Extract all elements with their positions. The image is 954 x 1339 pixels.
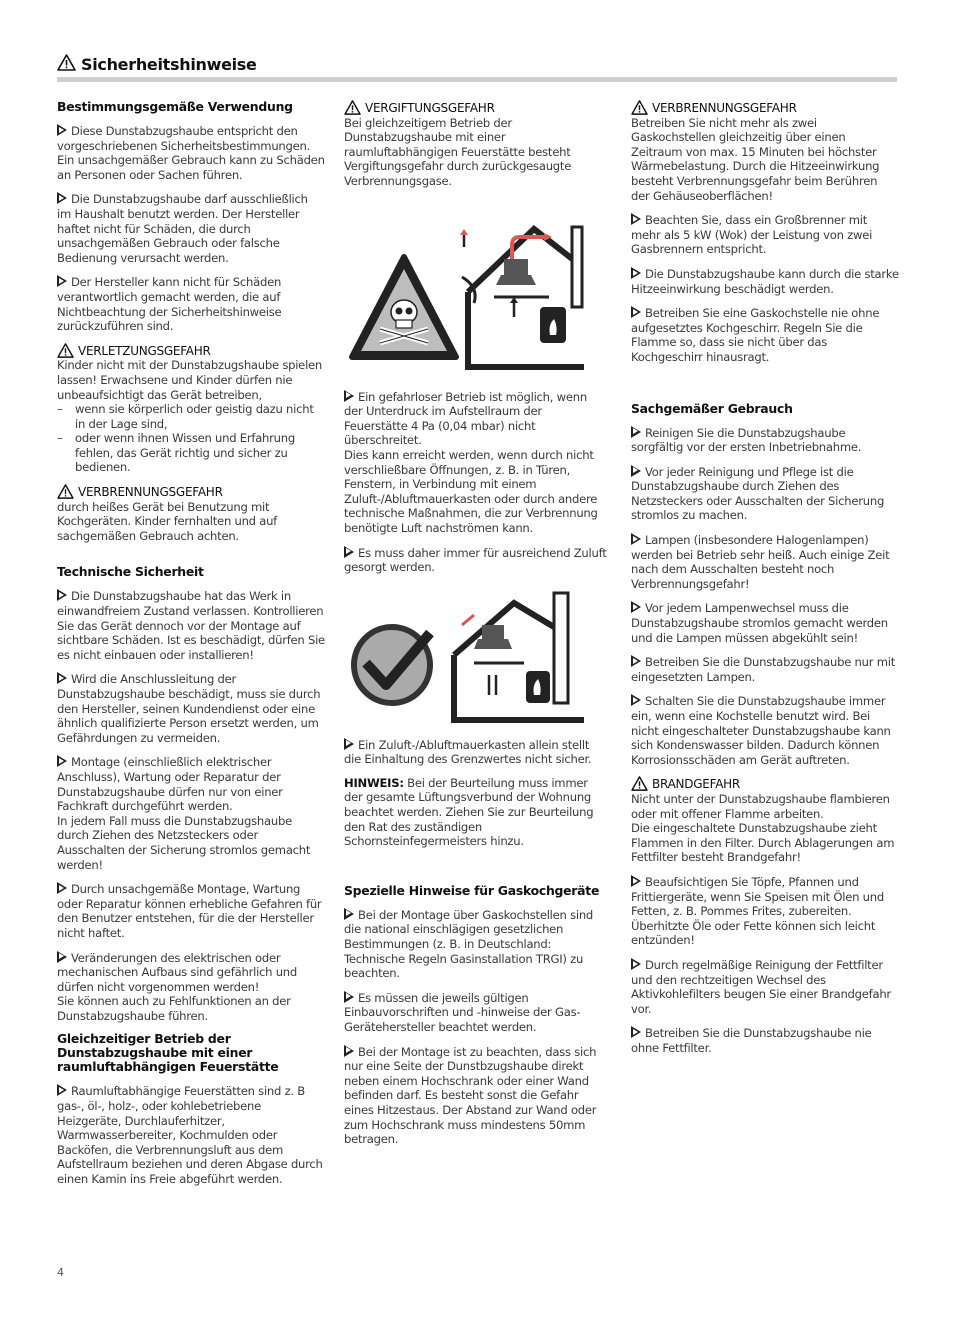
- bullet-triangle-icon: [631, 875, 641, 887]
- paragraph: Die Dunstabzugshaube kann durch die starke Hitzeeinwirkung beschädigt werden.: [631, 266, 899, 296]
- warning-title: BRANDGEFAHR: [631, 776, 899, 792]
- bullet-triangle-icon: [344, 908, 354, 920]
- note-label: HINWEIS:: [344, 775, 404, 790]
- list-item: – wenn sie körperlich oder geistig dazu nicht in der Lage sind,: [57, 402, 314, 431]
- paragraph: Bei der Montage über Gaskochstellen sind die national einschlägigen gesetzlichen Bestimmungen (z. B. in Deutschland: Technische Regeln Gasinstallation TRGI) zu beachten.: [344, 907, 594, 981]
- warning-block-verbrennung: [57, 484, 325, 543]
- safe-operation-illustration: [344, 585, 584, 725]
- warning-title: VERBRENNUNGSGEFAHR: [631, 100, 899, 116]
- note-paragraph: HINWEIS: Bei der Beurteilung muss immer der gesamte Lüftungsverbund der Wohnung beachtet werden. Ziehen Sie zur Beurteilung den Rat des zuständigen Schornsteinfegermeisters hinzu.: [344, 775, 594, 849]
- warning-title: VERGIFTUNGSGEFAHR: [344, 100, 608, 116]
- bullet-triangle-icon: [344, 991, 354, 1003]
- bullet-triangle-icon: [631, 267, 641, 279]
- bullet-triangle-icon: [344, 1045, 354, 1057]
- paragraph: Betreiben Sie die Dunstabzugshaube nie ohne Fettfilter.: [631, 1026, 872, 1055]
- skull-warning-sign-icon: [352, 257, 456, 357]
- column-3: [631, 100, 899, 1064]
- bullet-triangle-icon: [57, 882, 67, 894]
- heading-gaskochgeraete: Spezielle Hinweise für Gaskochgeräte: [344, 882, 600, 898]
- heading-technische-sicherheit: Technische Sicherheit: [57, 564, 204, 580]
- paragraph: Der Hersteller kann nicht für Schäden verantwortlich gemacht werden, die auf Nichtbeachtung der Sicherheitshinweise zurückzuführen sind.: [57, 275, 282, 334]
- paragraph: Bei der Montage ist zu beachten, dass sich nur eine Seite der Dunstbzugshaube direkt neben einem Hochschrank oder einer Wand befinden darf. Es besteht sonst die Gefahr eines Hitzestaus. Der Abstand zur Wand oder zum Hochschrank muss mindestens 50mm betragen.: [344, 1044, 597, 1147]
- column-2: [344, 100, 608, 1156]
- bullet-triangle-icon: [344, 546, 354, 558]
- paragraph: Durch unsachgemäße Montage, Wartung oder Reparatur können erhebliche Gefahren für den Benutzer entstehen, für die der Hersteller nicht haftet.: [57, 882, 322, 940]
- list-item: – oder wenn ihnen Wissen und Erfahrung fehlen, das Gerät richtig und sicher zu bedienen.: [57, 431, 295, 475]
- paragraph: Die Dunstabzugshaube darf ausschließlich im Haushalt benutzt werden. Der Hersteller haftet nicht für Schäden, die durch unsachgemäßen Gebrauch oder falsche Bedienung verursacht werden.: [57, 192, 308, 265]
- paragraph: Raumluftabhängige Feuerstätten sind z. B gas-, öl-, holz-, oder kohlebetriebene Heizgeräte, Durchlauferhitzer, Warmwasserbereiter, Kochmulden oder Backöfen, die Verbrennungsluft aus dem Aufstellraum beziehen und deren Abgase durch einen Kamin ins Freie abgeführt werden.: [57, 1084, 323, 1187]
- paragraph: Lampen (insbesondere Halogenlampen) werden bei Betrieb sehr heiß. Auch einige Zeit nach dem Ausschalten besteht noch Verbrennungsgefahr!: [631, 533, 890, 591]
- warning-icon: [631, 100, 648, 115]
- bullet-triangle-icon: [57, 672, 67, 684]
- house-ventilation-diagram-icon: [454, 593, 584, 720]
- paragraph: Beachten Sie, dass ein Großbrenner mit mehr als 5 kW (Wok) der Leistung von zwei Gasbrennern entspricht.: [631, 213, 873, 257]
- paragraph: Ein Zuluft-/Abluftmauerkasten allein stellt die Einhaltung des Grenzwertes nicht sicher.: [344, 737, 592, 767]
- column-1: [57, 100, 325, 1196]
- warning-icon: [57, 343, 74, 358]
- house-hood-diagram-icon: [460, 227, 584, 367]
- heading-bestimmungsgemaesse-verwendung: Bestimmungsgemäße Verwendung: [57, 99, 293, 114]
- paragraph: Durch regelmäßige Reinigung der Fettfilter und den rechtzeitigen Wechsel des Aktivkohlefilters beugen Sie einer Brandgefahr vor.: [631, 957, 891, 1016]
- poison-danger-illustration: [344, 207, 584, 377]
- bullet-triangle-icon: [57, 192, 67, 204]
- warning-icon: [57, 54, 76, 75]
- warning-icon: [344, 100, 361, 115]
- paragraph: Veränderungen des elektrischen oder mechanischen Aufbaus sind gefährlich und dürfen nicht vorgenommen werden! Sie können auch zu Fehlfunktionen an der Dunstabzugshaube führen.: [57, 950, 298, 1023]
- bullet-triangle-icon: [631, 694, 641, 706]
- warning-title: VERBRENNUNGSGEFAHR: [57, 484, 325, 500]
- page-title: Sicherheitshinweise: [81, 55, 257, 74]
- paragraph: Reinigen Sie die Dunstabzugshaube sorgfältig vor der ersten Inbetriebnahme.: [631, 425, 862, 455]
- warning-icon: [631, 776, 648, 791]
- paragraph: Die Dunstabzugshaube hat das Werk in einwandfreiem Zustand verlassen. Kontrollieren Sie das Gerät dennoch vor der Montage auf sichtbare Schäden. Ist es beschädigt, dürfen Sie es nicht einbauen oder installieren!: [57, 589, 325, 662]
- paragraph: Vor jeder Reinigung und Pflege ist die Dunstabzugshaube durch Ziehen des Netzsteckers oder Ausschalten der Sicherung stromlos zu machen.: [631, 464, 885, 523]
- paragraph: Montage (einschließlich elektrischer Anschluss), Wartung oder Reparatur der Dunstabzugshaube dürfen nur von einer Fachkraft durchgeführt werden. In jedem Fall muss die Dunstabzugshaube durch Ziehen des Netzsteckers oder Ausschalten der Sicherung stromlos gemacht werden!: [57, 755, 311, 872]
- warning-text: Betreiben Sie nicht mehr als zwei Gaskochstellen gleichzeitig über einen Zeitraum von max. 15 Minuten bei höchster Wärmebelastung. Durch die Hitzeeinwirkung besteht Verbrennungsgefahr beim Berühren der Gehäuseoberflächen!: [631, 115, 880, 203]
- bullet-triangle-icon: [631, 601, 641, 613]
- heading-sachgemaesser-gebrauch: Sachgemäßer Gebrauch: [631, 400, 793, 416]
- bullet-triangle-icon: [631, 1026, 641, 1038]
- warning-text: Bei gleichzeitigem Betrieb der Dunstabzugshaube mit einer raumluftabhängigen Feuerstätte besteht Vergiftungsgefahr durch zurückgesaugte Verbrennungsgase.: [344, 115, 572, 188]
- bullet-triangle-icon: [57, 124, 67, 136]
- paragraph: Betreiben Sie eine Gaskochstelle nie ohne aufgesetztes Kochgeschirr. Regeln Sie die Flamme so, dass sie nicht über das Kochgeschirr hinausragt.: [631, 306, 880, 364]
- paragraph: Diese Dunstabzugshaube entspricht den vorgeschriebenen Sicherheitsbestimmungen. Ein unsachgemäßer Gebrauch kann zu Schäden an Personen oder Sachen führen.: [57, 124, 325, 182]
- bullet-triangle-icon: [57, 275, 67, 287]
- paragraph: Wird die Anschlussleitung der Dunstabzugshaube beschädigt, muss sie durch den Hersteller, seinen Kundendienst oder eine ähnlich qualifizierte Person ersetzt werden, um Gefährdungen zu vermeiden.: [57, 672, 321, 745]
- bullet-triangle-icon: [631, 426, 641, 438]
- warning-block-vergiftung: [344, 100, 608, 189]
- bullet-triangle-icon: [631, 465, 641, 477]
- warning-text: Die eingeschaltete Dunstabzugshaube zieht Flammen in den Filter. Durch Ablagerungen am Fettfilter besteht Brandgefahr!: [631, 821, 895, 865]
- warning-block-verbrennung: [631, 100, 899, 203]
- bullet-triangle-icon: [631, 213, 641, 225]
- warning-text: Nicht unter der Dunstabzugshaube flambieren oder mit offener Flamme arbeiten.: [631, 791, 890, 821]
- heading-gleichzeitiger-betrieb: Gleichzeitiger Betrieb der Dunstabzugshaube mit einer raumluftabhängigen Feuerstätte: [57, 1031, 279, 1075]
- paragraph: Es muss daher immer für ausreichend Zuluft gesorgt werden.: [344, 545, 607, 575]
- bullet-triangle-icon: [57, 1084, 67, 1096]
- warning-block-verletzung: [57, 343, 325, 475]
- warning-block-brand: [631, 776, 899, 865]
- paragraph: Es müssen die jeweils gültigen Einbauvorschriften und -hinweise der Gas-Gerätehersteller beachtet werden.: [344, 990, 581, 1034]
- paragraph: Ein gefahrloser Betrieb ist möglich, wenn der Unterdruck im Aufstellraum der Feuerstätte 4 Pa (0,04 mbar) nicht überschreitet. Dies kann erreicht werden, wenn durch nicht verschließbare Öffnungen, z. B. in Türen, Fenstern, in Verbindung mit einem Zuluft-/Abluftmauerkasten oder durch andere technische Maßnahmen, die zur Verbrennung benötigte Luft nachströmen kann.: [344, 389, 598, 535]
- paragraph: Betreiben Sie die Dunstabzugshaube nur mit eingesetzten Lampen.: [631, 655, 896, 684]
- bullet-triangle-icon: [57, 951, 67, 963]
- page-number: 4: [57, 1266, 64, 1279]
- warning-title: VERLETZUNGSGEFAHR: [57, 343, 325, 359]
- warning-text: durch heißes Gerät bei Benutzung mit Kochgeräten. Kinder fernhalten und auf sachgemäßen Gebrauch achten.: [57, 499, 278, 543]
- checkmark-icon: [354, 627, 430, 703]
- paragraph: Vor jedem Lampenwechsel muss die Dunstabzugshaube stromlos gemacht werden und die Lampen müssen abgekühlt sein!: [631, 601, 888, 645]
- bullet-triangle-icon: [631, 958, 641, 970]
- bullet-triangle-icon: [631, 533, 641, 545]
- paragraph: Beaufsichtigen Sie Töpfe, Pfannen und Frittiergeräte, wenn Sie Speisen mit Ölen und Fetten, z. B. Pommes Frites, zubereiten. Überhitzte Öle oder Fette können sich leicht entzünden!: [631, 874, 884, 948]
- warning-text: Kinder nicht mit der Dunstabzugshaube spielen lassen! Erwachsene und Kinder dürfen nie unbeaufsichtigt das Gerät betreiben,: [57, 358, 323, 402]
- warning-icon: [57, 484, 74, 499]
- bullet-triangle-icon: [57, 755, 67, 767]
- bullet-triangle-icon: [57, 589, 67, 601]
- bullet-triangle-icon: [344, 390, 354, 402]
- bullet-triangle-icon: [631, 306, 641, 318]
- bullet-triangle-icon: [631, 655, 641, 667]
- bullet-triangle-icon: [344, 738, 354, 750]
- header-rule: [57, 77, 897, 82]
- page-header: [57, 52, 897, 84]
- paragraph: Schalten Sie die Dunstabzugshaube immer ein, wenn eine Kochstelle benutzt wird. Bei nicht eingeschalteter Dunstabzugshaube kann sich Kondenswasser bilden. Dadurch können Korrosionsschäden am Gerät auftreten.: [631, 694, 891, 767]
